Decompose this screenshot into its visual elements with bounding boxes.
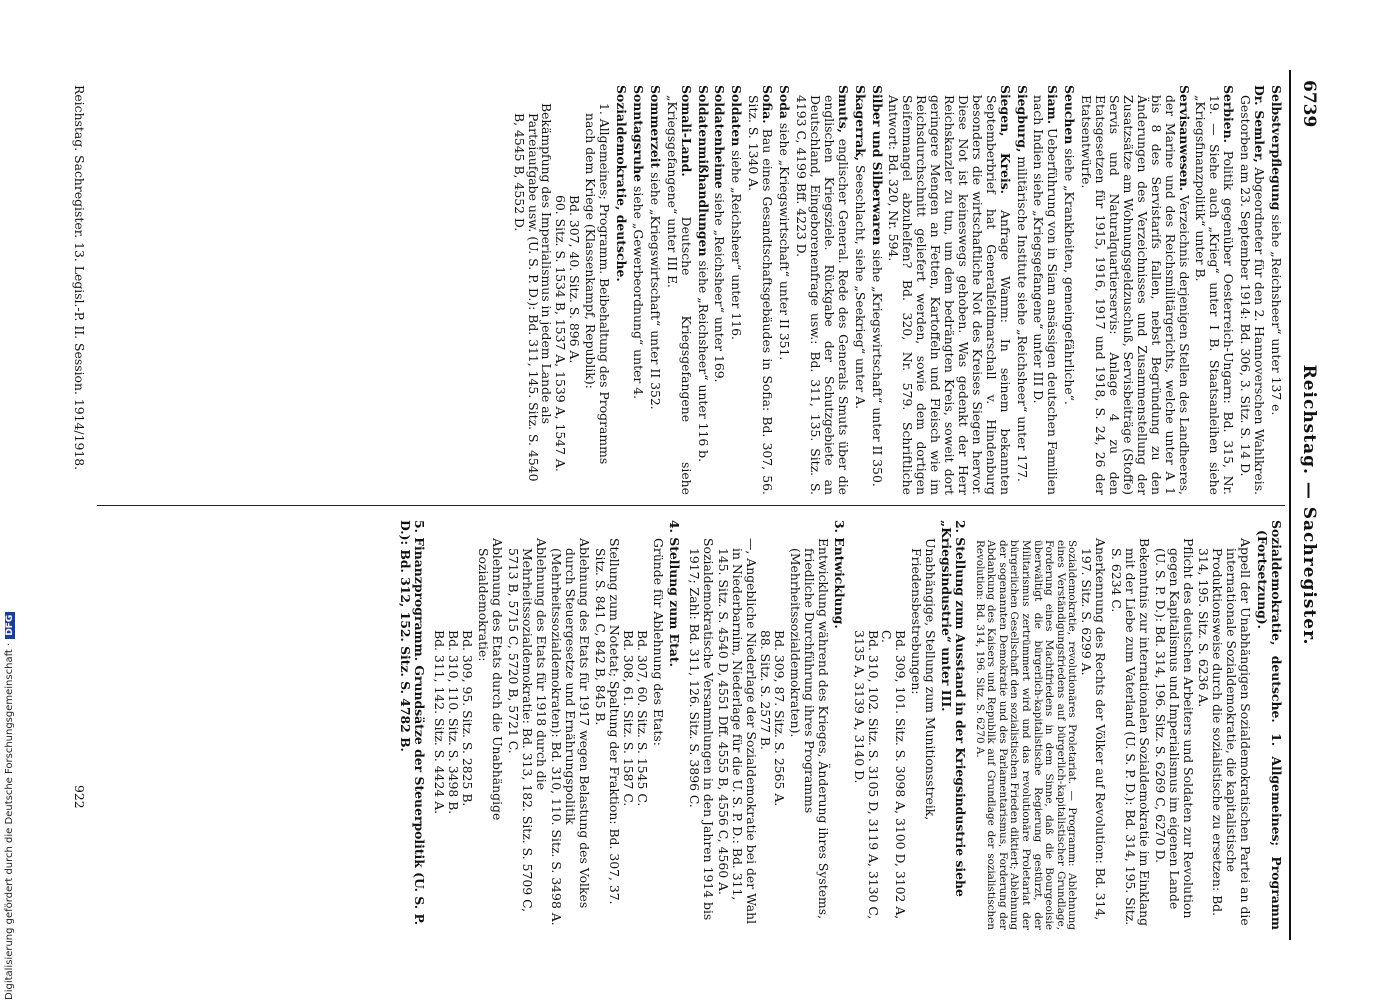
credit-text: Digitalisierung gefördert durch die Deutsche Forschungsgemeinschaft ·	[4, 642, 15, 1000]
entry-keyword: Soldatenmißhandlungen	[695, 85, 711, 257]
continuation-heading: Sozialdemokratie, deutsche. 1. Allgemeines; Programm (Fortsetzung).	[1255, 520, 1284, 930]
entry-text: Verzeichnis derjenigen Stellen des Landheeres, der Marine und des Reichsmilitärgerichts, welche unter A 1 bis 8 des Servistarifs fallen, nebst Begründung zu den Änderungen des Verzeichnisses und Zusammenstellung der Zusatzsätze am Wohnungsgeldzuschuß, Servisbeiträge (Stoffe) Servis und Naturalquartierservis: Anlage 4 zu den Etatsgesetzen für 1915, 1916, 1917 und 1918, S. 24, 26 der Etatsentwürfe.	[1079, 95, 1192, 495]
entry-text: Deutsche Kriegsgefangene siehe „Kriegsgefangene“ unter III E.	[664, 95, 694, 495]
entry-text: Ueberführung von in Siam ansässigen deutschen Familien nach Indien siehe „Kriegsgefangene“ unter III D.	[1031, 95, 1061, 495]
sd-program-entry: Appell der Unabhängigen Sozialdemokratischen Partei an die internationale Sozialdemokratie, die kapitalistische Produktionsweise durch die sozialistische zu ersetzen: Bd. 314, 195. Sitz. S. 6236 A.	[1196, 538, 1254, 926]
right-column	[397, 520, 1283, 930]
entry-keyword: Soldaten	[729, 85, 745, 147]
register-entry	[853, 85, 867, 495]
register-entry	[746, 85, 774, 495]
section-3-text: Entwicklung während des Krieges, Änderung ihres Systems, friedliche Durchführung ihres Programms (Mehrheitssozialdemokraten).	[788, 538, 831, 920]
entry-text: Bau eines Gesandtschaftsgebäudes in Sofia: Bd. 307, 56. Sitz. S. 1340 A.	[746, 95, 776, 495]
revolutionary-program-note: Sozialdemokratie, revolutionäres Proletariat. — Programm: Ablehnung eines Verständigungsfriedens auf bürgerlich-kapitalistischer Grundlage, Forderung eines Machtfriedens in dem Sinne, daß die Bourgeoisie überwältigt die bürgerlich-kapitalistische Regierung gestürzt, der Militarismus zertrümmert wird und das revolutionäre Proletariat der bürgerlichen Gesellschaft den sozialistischen Frieden diktiert; Ablehnung der sogenannten Demokratie und des Parlamentarismus, Forderung der Abdankung des Kaisers und Republik auf Grundlage der sozialistischen Revolution: Bd. 314, 196. Sitz. S. 6270 A.	[973, 540, 1079, 930]
sd-item-1: 1. Allgemeines; Programm. Beibehaltung des Programms nach dem Kriege (Klassenkampf, Republik):	[583, 103, 613, 465]
section-4-heading: 4. Stellung zum Etat.	[666, 520, 682, 667]
reference-line: Bd. 310, 110. Sitz. S. 3498 B.	[446, 630, 462, 815]
entry-text: englischer General. Rede des Generals Smuts über die englischen Kriegsziele. Rückgabe der Schutzgebiete an Deutschland, Eingeborenenfrage usw.: Bd. 311, 135. Sitz. S. 4193 C, 4199 Bff. 4223 D.	[794, 95, 851, 495]
page-header	[1289, 70, 1325, 940]
entry-keyword: Dr. Semler,	[1252, 85, 1268, 163]
column-divider	[97, 505, 1285, 506]
register-entry	[648, 85, 662, 495]
register-entry	[665, 85, 693, 495]
entry-keyword: Siegburg,	[1014, 85, 1030, 153]
section-3-refs	[758, 520, 786, 930]
section-4-reasons-refs	[621, 520, 649, 930]
entry-text: siehe „Reichsheer“ unter 116 b.	[695, 256, 711, 463]
register-entry	[1269, 85, 1283, 495]
section-2-text: Unabhängige, Stellung zum Munitionsstreik, Friedensbestrebungen:	[909, 538, 939, 821]
entry-keyword: Sofia.	[760, 85, 776, 124]
entry-text: siehe „Kriegswirtschaft“ unter II 351.	[777, 118, 793, 361]
entry-text: siehe „Reichsheer“ unter 137 e.	[1269, 210, 1284, 416]
section-3-meetings: Sozialdemokratische Versammlungen in den Jahren 1914 bis 1917; Zahl: Bd. 311, 126. Sitz. S. 3896 C.	[686, 538, 716, 921]
sd-program-entry: Anerkennung des Rechts der Völker auf Revolution: Bd. 314, 197. Sitz. S. 6299 A.	[1079, 538, 1109, 921]
page-number: 6739	[1299, 80, 1319, 128]
section-4-independent: Ablehnung des Etats durch die Unabhängige Sozialdemokratie:	[475, 538, 505, 821]
reference-line: Bd. 308, 61. Sitz. S. 1587 C.	[621, 630, 637, 807]
footer-sheet-number: 922	[72, 785, 87, 809]
sd-item-1-ref: 60. Sitz. S. 1534 B, 1537 A, 1539 A, 1547 A.	[553, 195, 569, 472]
entry-keyword: Soda	[777, 85, 793, 119]
register-entry	[713, 85, 727, 495]
register-entry	[794, 85, 850, 495]
reference-line: 88. Sitz. S. 2577 B.	[758, 630, 774, 750]
entry-keyword: Servisanwesen.	[1176, 85, 1192, 192]
register-entry	[729, 85, 743, 495]
section-3-heading: 3. Entwicklung.	[831, 520, 847, 629]
register-entry	[631, 85, 645, 495]
register-entry	[1238, 85, 1266, 495]
entry-text: Anfrage Wamm: In seinem bekannten Septemberbrief hat Generalfeldmarschall v. Hindenburg besonders die wirtschaftliche Not des Kreises Siegen hervor. Diese Not ist keineswegs gehoben. Was gedenkt der Herr Reichskanzler zu tun, um dem bedrängten Kreis, soweit dort geringere Mengen an Fetten, Kartoffeln und Fleisch wie im Reichsdurchschnitt geliefert werden, sowie dem dortigen Seifenmangel abzuhelfen? Bd. 320, Nr. 579. Schriftliche Antwort: Bd. 320, Nr. 594.	[886, 95, 1013, 495]
entry-keyword: Selbstverpflegung	[1269, 85, 1284, 211]
entry-text: siehe „Kriegswirtschaft“ unter II 350.	[869, 245, 885, 487]
entry-keyword: Silber und Silberwaren	[869, 85, 885, 246]
entry-text: siehe „Kriegswirtschaft“ unter II 352.	[647, 168, 663, 410]
entry-keyword: Soldatenheime	[712, 85, 728, 189]
running-title: Reichstag. — Sachregister.	[1299, 364, 1319, 646]
entry-keyword: Serbien.	[1221, 85, 1237, 143]
footer-source: Reichstag. Sachregister. 13. Legisl.-P. II. Session. 1914/1918.	[72, 85, 87, 471]
entry-text: Politik gegenüber Oesterreich-Ungarn: Bd. 315, Nr. 19. — Siehe auch „Krieg“ unter I B. Staatsanleihen siehe „Kriegsfinanzpolitik“ unter B.	[1193, 95, 1237, 495]
register-entry	[1079, 85, 1190, 495]
section-4-reasons: Gründe für Ablehnung des Etats:	[650, 538, 666, 746]
reference-line: Bd. 310, 102. Sitz. S. 3105 D, 3119 A, 3130 C, 3135 A, 3139 A, 3140 D.	[851, 630, 881, 920]
entry-keyword: Sozialdemokratie, deutsche.	[614, 85, 630, 282]
right-entries	[1079, 520, 1252, 930]
section-4-etat-1918: Ablehnung des Etats für 1918 durch die Mehrheitssozialdemokratie: Bd. 313, 182. Sitz. S. 5709 C, 5713 B, 5715 C, 5720 B, 5721 C.	[505, 538, 549, 913]
register-entry	[696, 85, 710, 495]
entry-keyword: Somali-Land.	[678, 85, 694, 177]
entry-text: Seeschlacht, siehe „Seekrieg“ unter A.	[852, 161, 868, 410]
entry-text: siehe „Gewerbeordnung“ unter 4.	[630, 182, 646, 400]
entry-keyword: Seuchen	[1062, 85, 1078, 145]
register-entry	[1194, 85, 1236, 495]
reference-line: Bd. 307, 60. Sitz. S. 1545 C.	[634, 630, 650, 807]
section-5-finance: 5. Finanzprogramm. Grundsätze der Steuerpolitik (U. S. P. D.): Bd. 312, 152. Sitz. S. 4782 B.	[398, 520, 428, 926]
entry-text: Abgeordneter für den 2. Hannoverschen Wahlkreis. Gestorben am 23. September 1914: Bd. 306, 3. Sitz. S. 14 D.	[1238, 95, 1268, 496]
section-4-notetat: Stellung zum Notetat; Spaltung der Fraktion: Bd. 307, 37. Sitz. S. 841 C, 842 B, 845 B.	[593, 538, 623, 905]
section-4-etat-1917: Ablehnung des Etats für 1917 wegen Belastung des Volkes durch Steuergesetze und Ernährungspolitik (Mehrheitssozialdemokraten): Bd. 310, 110. Sitz. S. 3498 A.	[549, 538, 593, 926]
register-entry	[887, 85, 1012, 495]
entry-text: militärische Institute siehe „Reichsheer“ unter 177.	[1014, 152, 1030, 482]
register-entry	[1032, 85, 1060, 495]
digitization-credit	[4, 0, 18, 1000]
register-entry	[1015, 85, 1029, 495]
section-3-niederbarnim: —, Angebliche Niederlage der Sozialdemokratie bei der Wahl in Niederbarnim, Niederlage für die U. S. P. D.: Bd. 311, 145. Sitz. S. 4540 D, 4551 Dff. 4555 B, 4556 C, 4560 A.	[716, 538, 760, 925]
entry-keyword: Smuts,	[835, 85, 851, 134]
entry-text: siehe „Reichsheer“ unter 169.	[712, 188, 728, 383]
register-entry	[1062, 85, 1076, 495]
section-2-refs	[852, 520, 908, 930]
entry-keyword: Sommerzeit	[647, 85, 663, 169]
reference-line: Bd. 309, 95. Sitz. S. 2825 B.	[460, 630, 476, 807]
entry-text: siehe „Krankheiten, gemeingefährliche“.	[1062, 144, 1078, 405]
entry-keyword: Siam.	[1045, 85, 1061, 125]
reference-line: Bd. 309, 101. Sitz. S. 3098 A, 3100 D, 3102 A, C.	[879, 630, 909, 920]
register-entry	[870, 85, 884, 495]
entry-text: siehe „Reichsheer“ unter 116.	[729, 146, 745, 340]
reference-line: Bd. 309, 87. Sitz. S. 2565 A.	[772, 630, 788, 807]
register-entry	[614, 85, 628, 495]
sd-item-imperialism: Bekämpfung des Imperialismus in jedem Lande als Parteiaufgabe usw. (U. S. P. D.): Bd. 311, 145. Sitz. S. 4540 B, 4545 B, 4552 D.	[511, 103, 555, 482]
entry-keyword: Sonntagsruhe	[630, 85, 646, 183]
entry-keyword: Siegen, Kreis.	[997, 85, 1013, 194]
dfg-logo: DFG	[5, 612, 15, 639]
sd-program-entry: Pflicht des deutschen Arbeiters und Soldaten zur Revolution gegen Kapitalismus und Imperialismus im eigenen Lande (U. S. P. D.): Bd. 314, 196. Sitz. S. 6269 C, 6270 D.	[1152, 538, 1196, 919]
sd-item-1-ref: Bd. 307, 40. Sitz. S. 896 A.	[567, 195, 583, 364]
reference-line: Bd. 311, 142. Sitz. S. 4424 A.	[432, 630, 448, 815]
entry-keyword: Skagerrak,	[852, 85, 868, 162]
left-column	[510, 85, 1283, 495]
section-2-heading: 2. Stellung zum Ausstand in der Kriegsindustrie siehe „Kriegsindustrie“ unter III.	[939, 520, 968, 897]
section-4-independent-refs	[432, 520, 474, 930]
register-entry	[777, 85, 791, 495]
sd-program-entry: Bekenntnis zur internationalen Sozialdemokratie im Einklang mit der Liebe zum Vaterland (U. S. P. D.): Bd. 314, 195. Sitz. S. 6234 C.	[1109, 538, 1152, 927]
